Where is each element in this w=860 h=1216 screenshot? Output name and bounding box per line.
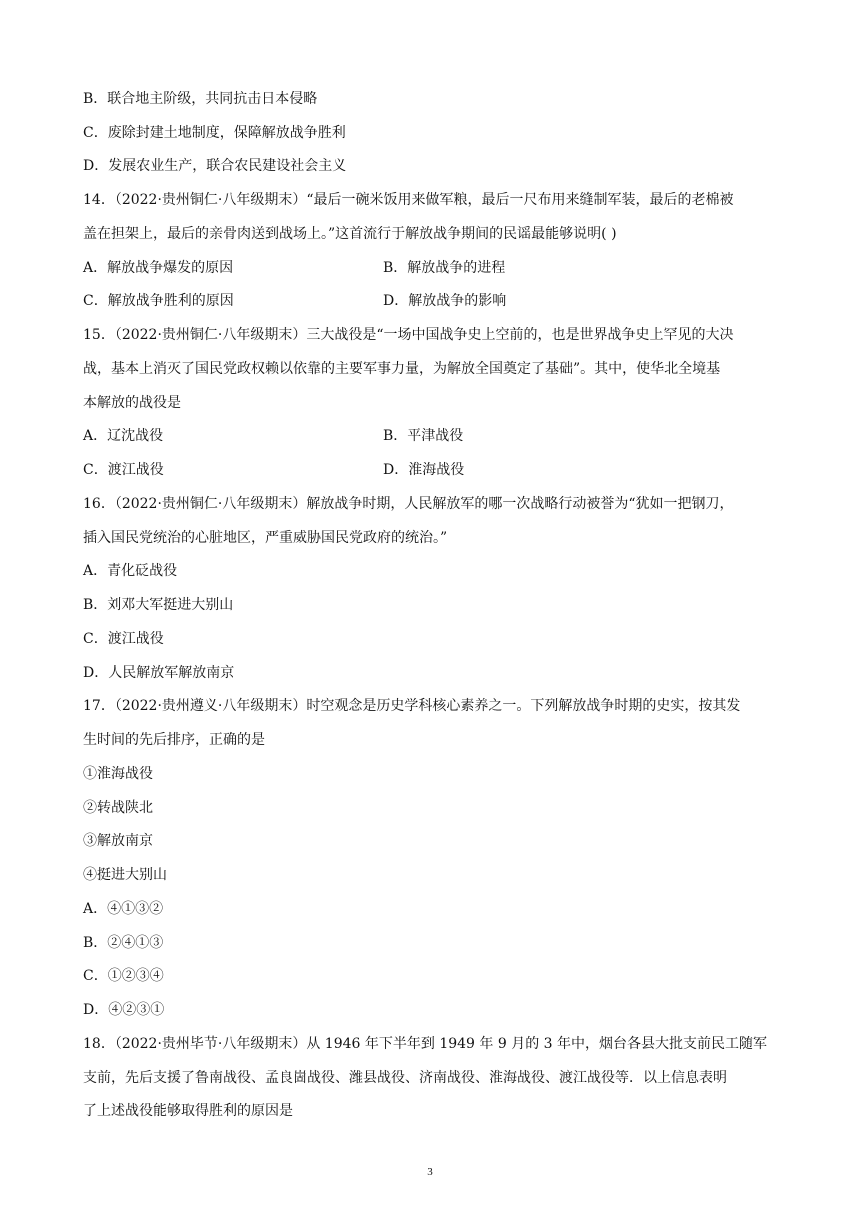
q16-option-b: B．刘邓大军挺进大别山 [83, 597, 234, 613]
q17-option-c: C．①②③④ [83, 968, 164, 984]
q15-stem-line3: 本解放的战役是 [83, 395, 181, 411]
q18-stem-line3: 了上述战役能够取得胜利的原因是 [83, 1103, 293, 1119]
q16-stem-line2: 插入国民党统治的心脏地区，严重威胁国民党政府的统治。” [83, 530, 448, 546]
q14-stem-line1: 14．（2022·贵州铜仁·八年级期末）“最后一碗米饭用来做军粮，最后一尺布用来缝制军装，最后的老棉被 [83, 192, 734, 208]
q17-stem-line2: 生时间的先后排序，正确的是 [83, 732, 265, 748]
q17-option-b: B．②④①③ [83, 935, 164, 951]
q15-option-a: A．辽沈战役 [83, 428, 164, 444]
q16-option-a: A．青化砭战役 [83, 563, 178, 579]
q17-item-3: ③解放南京 [83, 833, 153, 849]
prev-option-c: C．废除封建土地制度，保障解放战争胜利 [83, 125, 346, 141]
q15-option-c: C．渡江战役 [83, 462, 164, 478]
q18-stem-line2: 支前，先后支援了鲁南战役、孟良崮战役、潍县战役、济南战役、淮海战役、渡江战役等．以上信息表明 [83, 1070, 727, 1086]
q17-item-4: ④挺进大别山 [83, 867, 167, 883]
q15-stem-line1: 15．（2022·贵州铜仁·八年级期末）三大战役是“一场中国战争史上空前的，也是世界战争史上罕见的大决 [83, 327, 734, 343]
q14-stem-line2: 盖在担架上，最后的亲骨肉送到战场上。”这首流行于解放战争期间的民谣最能够说明( ) [83, 226, 617, 242]
q14-option-d: D．解放战争的影响 [383, 293, 507, 309]
q17-option-d: D．④②③① [83, 1002, 165, 1018]
q18-stem-line1: 18．（2022·贵州毕节·八年级期末）从 1946 年下半年到 1949 年 9 月的 3 年中，烟台各县大批支前民工随军 [83, 1036, 768, 1052]
q17-option-a: A．④①③② [83, 901, 164, 917]
q15-option-b: B．平津战役 [383, 428, 464, 444]
q14-option-c: C．解放战争胜利的原因 [83, 293, 234, 309]
q16-stem-line1: 16．（2022·贵州铜仁·八年级期末）解放战争时期，人民解放军的哪一次战略行动被誉为“犹如一把钢刀， [83, 496, 734, 512]
prev-option-d: D．发展农业生产，联合农民建设社会主义 [83, 158, 347, 174]
q15-option-d: D．淮海战役 [383, 462, 465, 478]
q17-item-1: ①淮海战役 [83, 766, 153, 782]
q17-stem-line1: 17．（2022·贵州遵义·八年级期末）时空观念是历史学科核心素养之一。下列解放战争时期的史实，按其发 [83, 698, 741, 714]
q16-option-d: D．人民解放军解放南京 [83, 665, 235, 681]
q16-option-c: C．渡江战役 [83, 631, 164, 647]
q17-item-2: ②转战陕北 [83, 800, 153, 816]
prev-option-b: B．联合地主阶级，共同抗击日本侵略 [83, 91, 318, 107]
page-number: 3 [427, 1166, 433, 1178]
q14-option-a: A．解放战争爆发的原因 [83, 260, 234, 276]
q14-option-b: B．解放战争的进程 [383, 260, 506, 276]
q15-stem-line2: 战，基本上消灭了国民党政权赖以依靠的主要军事力量，为解放全国奠定了基础”。其中，使华北全境基 [83, 361, 721, 377]
